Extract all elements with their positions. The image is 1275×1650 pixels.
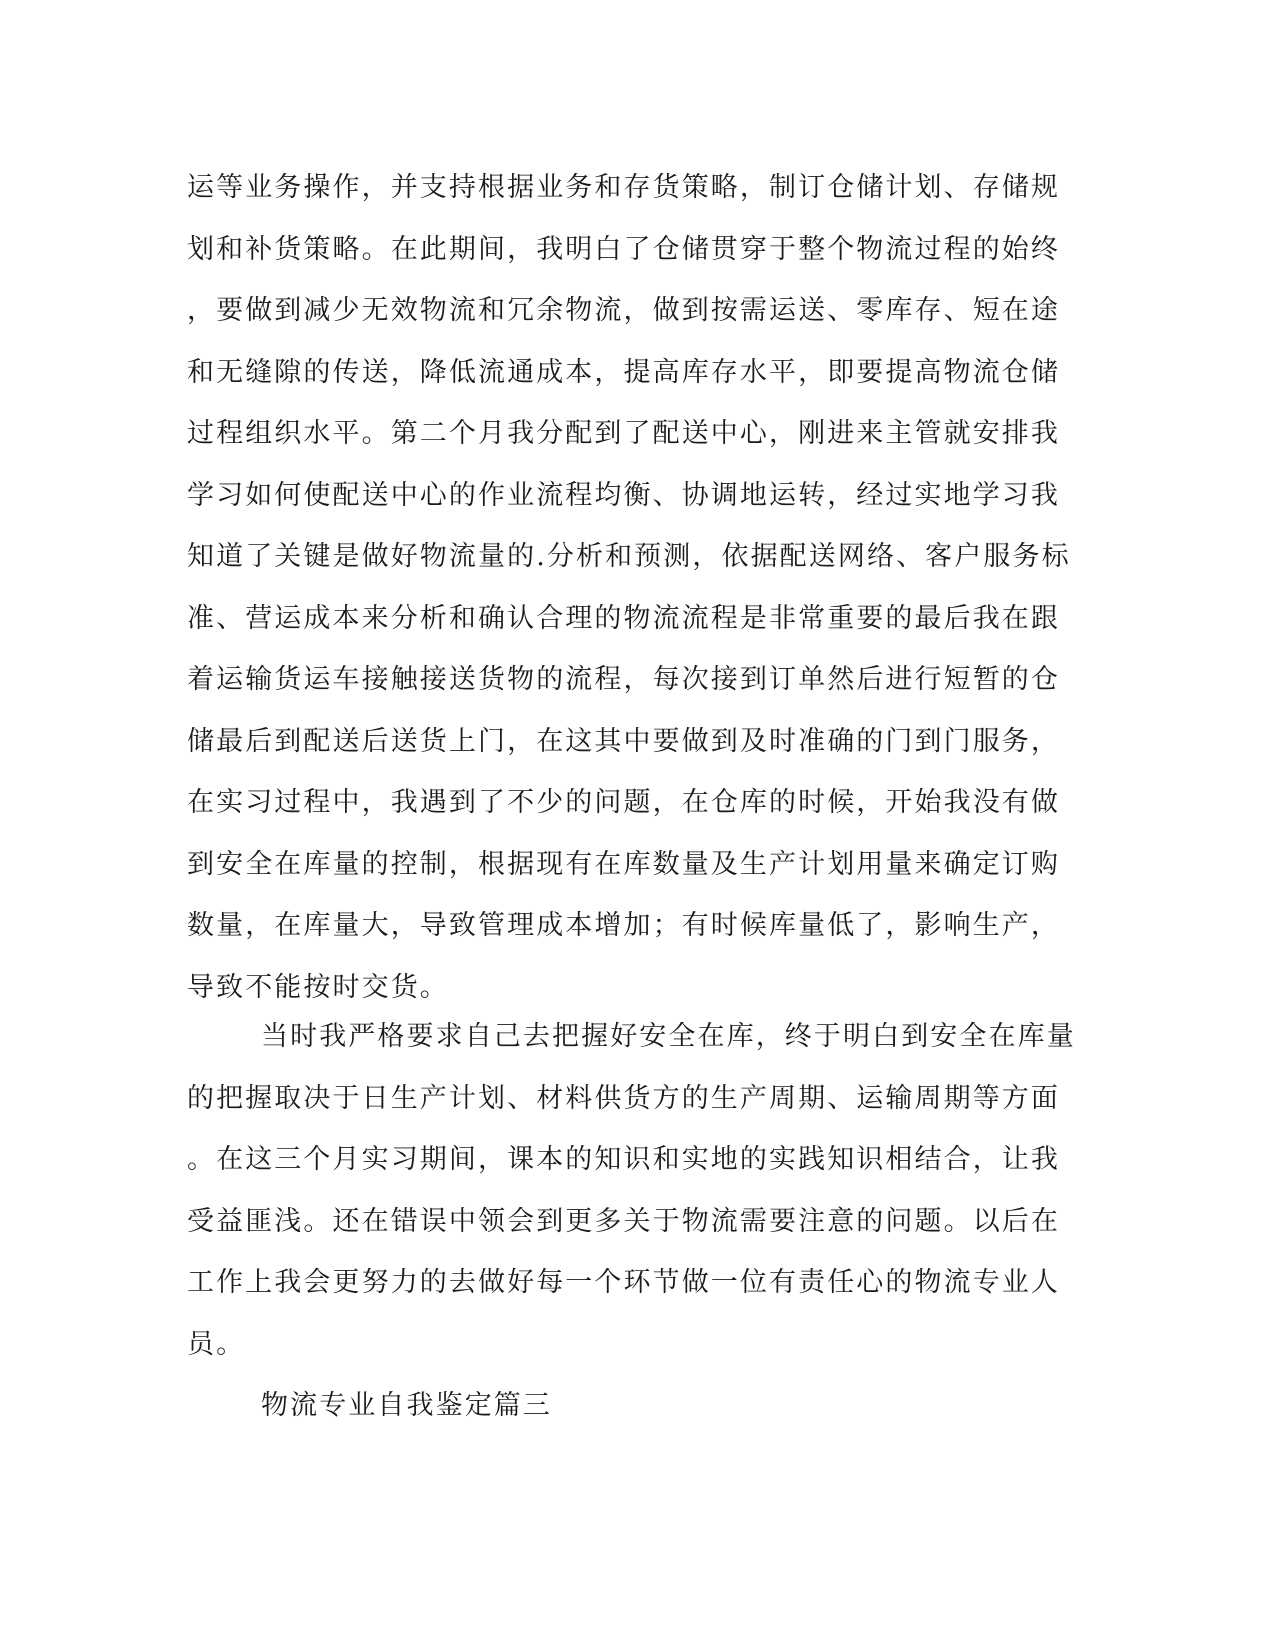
paragraph-2 — [187, 1006, 1087, 1375]
paragraph-line: 和无缝隙的传送，降低流通成本，提高库存水平，即要提高物流仓储 — [187, 356, 1060, 388]
paragraph-line: 在实习过程中，我遇到了不少的问题，在仓库的时候，开始我没有做 — [187, 787, 1060, 818]
section-heading: 物流专业自我鉴定篇三 — [261, 1390, 552, 1421]
paragraph-line: 的把握取决于日生产计划、材料供货方的生产周期、运输周期等方面 — [187, 1082, 1060, 1114]
paragraph-line: 着运输货运车接触接送货物的流程，每次接到订单然后进行短暂的仓 — [187, 664, 1060, 695]
paragraph-line: 数量，在库量大，导致管理成本增加；有时候库量低了，影响生产， — [187, 910, 1060, 941]
paragraph-line: 到安全在库量的控制，根据现有在库数量及生产计划用量来确定订购 — [187, 848, 1060, 880]
paragraph-line: 。在这三个月实习期间，课本的知识和实地的实践知识相结合，让我 — [187, 1144, 1060, 1175]
section-heading-block — [187, 1375, 1087, 1437]
paragraph-line: 导致不能按时交货。 — [187, 971, 449, 1003]
paragraph-line: 划和补货策略。在此期间，我明白了仓储贯穿于整个物流过程的始终 — [187, 233, 1060, 265]
paragraph-line: 准、营运成本来分析和确认合理的物流流程是非常重要的最后我在跟 — [187, 602, 1060, 634]
paragraph-line: 过程组织水平。第二个月我分配到了配送中心，刚进来主管就安排我 — [187, 418, 1060, 449]
paragraph-line: 受益匪浅。还在错误中领会到更多关于物流需要注意的问题。以后在 — [187, 1205, 1060, 1237]
paragraph-line: 储最后到配送后送货上门，在这其中要做到及时准确的门到门服务， — [187, 725, 1060, 757]
paragraph-line-indented: 当时我严格要求自己去把握好安全在库，终于明白到安全在库量 — [261, 1021, 1076, 1052]
paragraph-line: ，要做到减少无效物流和冗余物流，做到按需运送、零库存、短在途 — [187, 295, 1060, 326]
paragraph-line: 工作上我会更努力的去做好每一个环节做一位有责任心的物流专业人 — [187, 1267, 1060, 1298]
paragraph-line: 学习如何使配送中心的作业流程均衡、协调地运转，经过实地学习我 — [187, 479, 1060, 511]
paragraph-line: 运等业务操作，并支持根据业务和存货策略，制订仓储计划、存储规 — [187, 172, 1060, 203]
paragraph-line: 知道了关键是做好物流量的.分析和预测，依据配送网络、客户服务标 — [187, 541, 1071, 572]
paragraph-line: 员。 — [187, 1328, 246, 1360]
paragraph-1 — [187, 157, 1087, 1018]
